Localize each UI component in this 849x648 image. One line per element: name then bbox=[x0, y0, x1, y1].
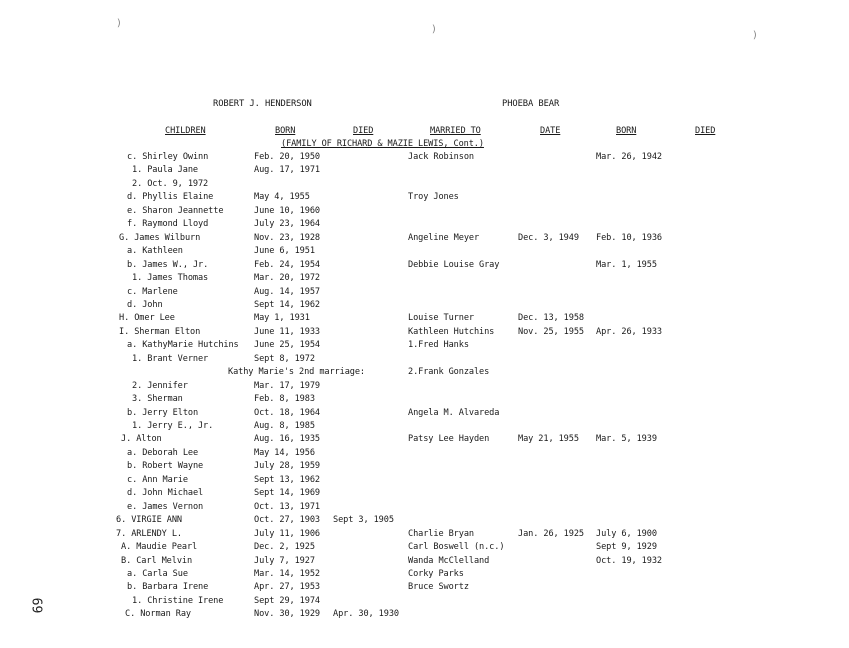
married-to-cell: Carl Boswell (n.c.) bbox=[408, 542, 505, 553]
spouse-born-cell: July 6, 1900 bbox=[596, 528, 657, 539]
married-to-cell: Wanda McClelland bbox=[408, 555, 490, 566]
page-side-mark: 69 bbox=[28, 597, 44, 614]
marriage-date-cell: Dec. 13, 1958 bbox=[518, 313, 584, 324]
born-cell: May 1, 1931 bbox=[254, 313, 310, 324]
born-cell: Feb. 24, 1954 bbox=[254, 259, 320, 270]
spouse-born-cell: Feb. 10, 1936 bbox=[596, 232, 662, 243]
scan-mark: ) bbox=[431, 24, 438, 35]
child-name-cell: 1. James Thomas bbox=[132, 273, 209, 284]
marriage-date-cell: May 21, 1955 bbox=[518, 434, 579, 445]
child-name-cell: d. Phyllis Elaine bbox=[127, 192, 214, 203]
child-name-cell: b. James W., Jr. bbox=[127, 259, 209, 270]
child-name-cell: c. Shirley Owinn bbox=[127, 152, 209, 162]
born-cell: Sept 14, 1969 bbox=[254, 488, 320, 499]
child-name-cell: 2. Jennifer bbox=[132, 380, 188, 391]
born-cell: Oct. 27, 1903 bbox=[254, 515, 320, 526]
born-cell: July 11, 1906 bbox=[254, 528, 320, 539]
child-name-cell: f. Raymond Lloyd bbox=[127, 219, 209, 230]
born-cell: Sept 13, 1962 bbox=[254, 474, 320, 485]
marriage-date-cell: Jan. 26, 1925 bbox=[518, 528, 584, 539]
born-cell: Apr. 27, 1953 bbox=[254, 582, 320, 593]
born-cell: Sept 29, 1974 bbox=[254, 595, 320, 606]
column-date: DATE bbox=[540, 126, 561, 136]
married-to-cell: Bruce Swortz bbox=[408, 582, 469, 593]
married-to-cell: Corky Parks bbox=[408, 568, 464, 579]
spouse-born-cell: Mar. 26, 1942 bbox=[596, 152, 662, 162]
died-cell: Sept 3, 1905 bbox=[333, 515, 394, 526]
child-name-cell: a. Kathleen bbox=[127, 246, 183, 257]
born-cell: June 25, 1954 bbox=[254, 340, 320, 351]
born-cell: June 10, 1960 bbox=[254, 205, 320, 216]
child-name-cell: a. Carla Sue bbox=[127, 568, 188, 579]
born-cell: Aug. 8, 1985 bbox=[254, 421, 315, 431]
born-cell: Mar. 14, 1952 bbox=[254, 568, 320, 579]
married-to-cell: 1.Fred Hanks bbox=[408, 340, 469, 351]
died-cell: Apr. 30, 1930 bbox=[333, 609, 399, 620]
child-name-cell: a. KathyMarie Hutchins bbox=[127, 340, 239, 351]
scan-mark: ) bbox=[116, 18, 123, 29]
marriage-date-cell: Dec. 3, 1949 bbox=[518, 232, 579, 243]
child-name-cell: 3. Sherman bbox=[132, 394, 183, 405]
scan-mark: ) bbox=[752, 30, 759, 41]
marriage-date-cell: Nov. 25, 1955 bbox=[518, 326, 584, 337]
column-children: CHILDREN bbox=[165, 126, 206, 136]
family-note: (FAMILY OF RICHARD & MAZIE LEWIS, Cont.) bbox=[281, 139, 484, 149]
child-name-cell: 2. Oct. 9, 1972 bbox=[132, 178, 209, 189]
child-name-cell: 7. ARLENDY L. bbox=[116, 528, 182, 539]
child-name-cell: a. Deborah Lee bbox=[127, 447, 199, 458]
child-name-cell: b. Jerry Elton bbox=[127, 407, 199, 418]
column-married-to: MARRIED TO bbox=[430, 126, 481, 136]
child-name-cell: I. Sherman Elton bbox=[119, 326, 201, 337]
child-name-cell: 1. Paula Jane bbox=[132, 165, 198, 176]
spouse-born-cell: Apr. 26, 1933 bbox=[596, 326, 662, 337]
spouse-born-cell: Oct. 19, 1932 bbox=[596, 555, 662, 566]
born-cell: Aug. 14, 1957 bbox=[254, 286, 320, 297]
child-name-cell: 1. Brant Verner bbox=[132, 353, 209, 364]
born-cell: May 14, 1956 bbox=[254, 447, 315, 458]
born-cell: Mar. 20, 1972 bbox=[254, 273, 320, 284]
married-to-cell: Patsy Lee Hayden bbox=[408, 434, 490, 445]
child-name-cell: b. Robert Wayne bbox=[127, 461, 204, 472]
child-name-cell: 1. Jerry E., Jr. bbox=[132, 421, 214, 431]
spouse-born-cell: Sept 9, 1929 bbox=[596, 542, 657, 553]
born-cell: Nov. 23, 1928 bbox=[254, 232, 320, 243]
born-cell: Nov. 30, 1929 bbox=[254, 609, 320, 620]
child-name-cell: d. John Michael bbox=[127, 488, 204, 499]
child-name-cell: c. Ann Marie bbox=[127, 474, 188, 485]
child-name-cell: e. James Vernon bbox=[127, 501, 204, 512]
born-cell: Dec. 2, 1925 bbox=[254, 542, 315, 553]
born-cell: Oct. 18, 1964 bbox=[254, 407, 320, 418]
child-name-cell: H. Omer Lee bbox=[119, 313, 175, 324]
column-born: BORN bbox=[275, 126, 296, 136]
born-cell: Feb. 8, 1983 bbox=[254, 394, 315, 405]
column-died: DIED bbox=[353, 126, 374, 136]
born-cell: Aug. 16, 1935 bbox=[254, 434, 320, 445]
child-name-cell: c. Marlene bbox=[127, 286, 178, 297]
married-to-cell: Louise Turner bbox=[408, 313, 474, 324]
born-cell: July 7, 1927 bbox=[254, 555, 315, 566]
child-name-cell: d. John bbox=[127, 299, 163, 310]
child-name-cell: 1. Christine Irene bbox=[132, 595, 224, 606]
born-cell: Oct. 13, 1971 bbox=[254, 501, 320, 512]
child-name-cell: A. Maudie Pearl bbox=[121, 542, 198, 553]
left-header-name: ROBERT J. HENDERSON bbox=[213, 99, 312, 109]
column-spouse-died: DIED bbox=[695, 126, 716, 136]
child-name-cell: b. Barbara Irene bbox=[127, 582, 209, 593]
child-name-cell: e. Sharon Jeannette bbox=[127, 205, 224, 216]
born-cell: Aug. 17, 1971 bbox=[254, 165, 320, 176]
married-to-cell: Angeline Meyer bbox=[408, 232, 480, 243]
note-cell: Kathy Marie's 2nd marriage: bbox=[228, 367, 365, 378]
born-cell: Sept 8, 1972 bbox=[254, 353, 315, 364]
child-name-cell: G. James Wilburn bbox=[119, 232, 201, 243]
born-cell: Mar. 17, 1979 bbox=[254, 380, 320, 391]
born-cell: June 6, 1951 bbox=[254, 246, 315, 257]
born-cell: May 4, 1955 bbox=[254, 192, 310, 203]
born-cell: Feb. 20, 1950 bbox=[254, 152, 320, 162]
child-name-cell: C. Norman Ray bbox=[125, 609, 191, 620]
married-to-cell: Troy Jones bbox=[408, 192, 459, 203]
born-cell: Sept 14, 1962 bbox=[254, 299, 320, 310]
born-cell: June 11, 1933 bbox=[254, 326, 320, 337]
married-to-cell: 2.Frank Gonzales bbox=[408, 367, 490, 378]
married-to-cell: Debbie Louise Gray bbox=[408, 259, 500, 270]
married-to-cell: Angela M. Alvareda bbox=[408, 407, 500, 418]
column-spouse-born: BORN bbox=[616, 126, 637, 136]
child-name-cell: J. Alton bbox=[121, 434, 162, 445]
spouse-born-cell: Mar. 5, 1939 bbox=[596, 434, 657, 445]
child-name-cell: 6. VIRGIE ANN bbox=[116, 515, 182, 526]
born-cell: July 23, 1964 bbox=[254, 219, 320, 230]
married-to-cell: Kathleen Hutchins bbox=[408, 326, 495, 337]
born-cell: July 28, 1959 bbox=[254, 461, 320, 472]
spouse-born-cell: Mar. 1, 1955 bbox=[596, 259, 657, 270]
right-header-name: PHOEBA BEAR bbox=[502, 99, 560, 109]
married-to-cell: Jack Robinson bbox=[408, 152, 474, 162]
child-name-cell: B. Carl Melvin bbox=[121, 555, 193, 566]
married-to-cell: Charlie Bryan bbox=[408, 528, 474, 539]
